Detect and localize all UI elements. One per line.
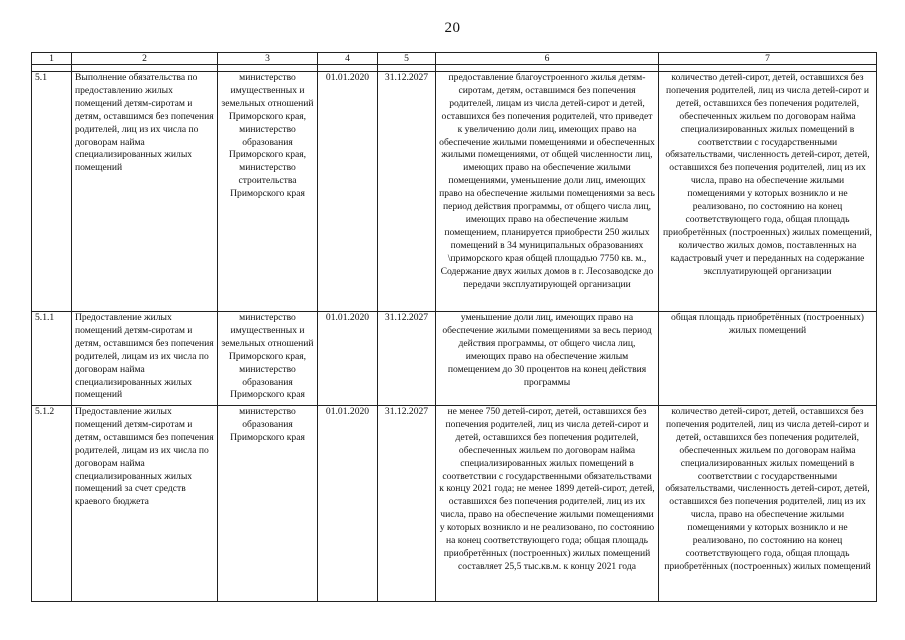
header-col-4: 4 bbox=[318, 53, 378, 65]
header-col-1: 1 bbox=[32, 53, 72, 65]
spacer-row bbox=[32, 65, 877, 72]
row-number: 5.1 bbox=[32, 72, 72, 312]
start-date: 01.01.2020 bbox=[318, 72, 378, 312]
table-row bbox=[32, 312, 877, 406]
table-row bbox=[32, 406, 877, 602]
header-col-7: 7 bbox=[659, 53, 877, 65]
header-row bbox=[32, 53, 877, 65]
end-date: 31.12.2027 bbox=[378, 312, 436, 406]
header-col-6: 6 bbox=[436, 53, 659, 65]
executor: министерство имущественных и земельных отношений Приморского края, министерство образования Приморского края bbox=[218, 312, 318, 406]
expected-result: предоставление благоустроенного жилья детям-сиротам, детям, оставшимся без попечения родителей, лицам из числа детей-сирот и детей, оставшихся без попечения родителей, что приведет к увеличению доли лиц, имеющих право на обеспечение жилыми помещениями и обеспеченных жилыми помещениями, от общей численности лиц, имеющих право на обеспечение жилыми помещениями, уменьшение доли лиц, имеющих право на обеспечение жилыми помещениями за весь период действия программы, от общего числа лиц, имеющих право на обеспечение жилым помещением, планируется приобрести 250 жилых помещений в 34 муниципальных образованиях \приморского края общей площадью 7750 кв. м., Содержание двух жилых домов в г. Лесозаводске до передачи эксплуатирующей организации bbox=[436, 72, 659, 312]
indicator: общая площадь приобретённых (построенных) жилых помещений bbox=[659, 312, 877, 406]
measure-name: Выполнение обязательства по предоставлению жилых помещений детям-сиротам и детям, оставшимся без попечения родителей, лиц из их числа по договорам найма специализированных жилых помещений bbox=[72, 72, 218, 312]
indicator: количество детей-сирот, детей, оставшихся без попечения родителей, лиц из числа детей-сирот и детей, оставшихся без попечения родителей, обеспеченных жильем по договорам найма специализированных жилых помещений в соответствии с государственными обязательствами, численность детей-сирот, детей, оставшихся без попечения родителей, лиц из их числа, право на обеспечение жилыми помещениями у которых возникло и не реализовано, по состоянию на конец соответствующего года, общая площадь приобретённых (построенных) жилых помещений, количество жилых домов, поставленных на кадастровый учет и переданных на содержание эксплуатирующей организации bbox=[659, 72, 877, 312]
table-row bbox=[32, 72, 877, 312]
executor: министерство образования Приморского края bbox=[218, 406, 318, 602]
header-col-2: 2 bbox=[72, 53, 218, 65]
end-date: 31.12.2027 bbox=[378, 406, 436, 602]
end-date: 31.12.2027 bbox=[378, 72, 436, 312]
row-number: 5.1.1 bbox=[32, 312, 72, 406]
expected-result: не менее 750 детей-сирот, детей, оставшихся без попечения родителей, лиц из числа детей-сирот и детей, оставшихся без попечения родителей, обеспеченных жильем по договорам найма специализированных жилых помещений в соответствии с государственными обязательствами к концу 2021 года; не менее 1899 детей-сирот, детей, оставшихся без попечения родителей, лиц из их числа, право на обеспечение жилыми помещениями у которых возникло и не реализовано, по состоянию на конец соответствующего года; общая площадь приобретённых (построенных) жилых помещений составляет 25,5 тыс.кв.м. к концу 2021 года bbox=[436, 406, 659, 602]
measure-name: Предоставление жилых помещений детям-сиротам и детям, оставшимся без попечения родителей, лицам из их числа по договорам найма специализированных жилых помещений bbox=[72, 312, 218, 406]
header-col-3: 3 bbox=[218, 53, 318, 65]
page-number: 20 bbox=[444, 20, 461, 36]
indicator: количество детей-сирот, детей, оставшихся без попечения родителей, лиц из числа детей-сирот и детей, оставшихся без попечения родителей, обеспеченных жильем по договорам найма специализированных жилых помещений в соответствии с государственными обязательствами, численность детей-сирот, детей, оставшихся без попечения родителей, лиц из их числа, право на обеспечение жилыми помещениями у которых возникло и не реализовано, по состоянию на конец соответствующего года, общая площадь приобретённых (построенных) жилых помещений bbox=[659, 406, 877, 602]
row-number: 5.1.2 bbox=[32, 406, 72, 602]
expected-result: уменьшение доли лиц, имеющих право на обеспечение жилыми помещениями за весь период действия программы, от общего числа лиц, имеющих право на обеспечение жилым помещением до 30 процентов на конец действия программы bbox=[436, 312, 659, 406]
measure-name: Предоставление жилых помещений детям-сиротам и детям, оставшимся без попечения родителей, лицам из их числа по договорам найма специализированных жилых помещений за счет средств краевого бюджета bbox=[72, 406, 218, 602]
program-table bbox=[31, 52, 877, 602]
header-col-5: 5 bbox=[378, 53, 436, 65]
start-date: 01.01.2020 bbox=[318, 312, 378, 406]
start-date: 01.01.2020 bbox=[318, 406, 378, 602]
executor: министерство имущественных и земельных отношений Приморского края, министерство образования Приморского края, министерство строительства Приморского края bbox=[218, 72, 318, 312]
